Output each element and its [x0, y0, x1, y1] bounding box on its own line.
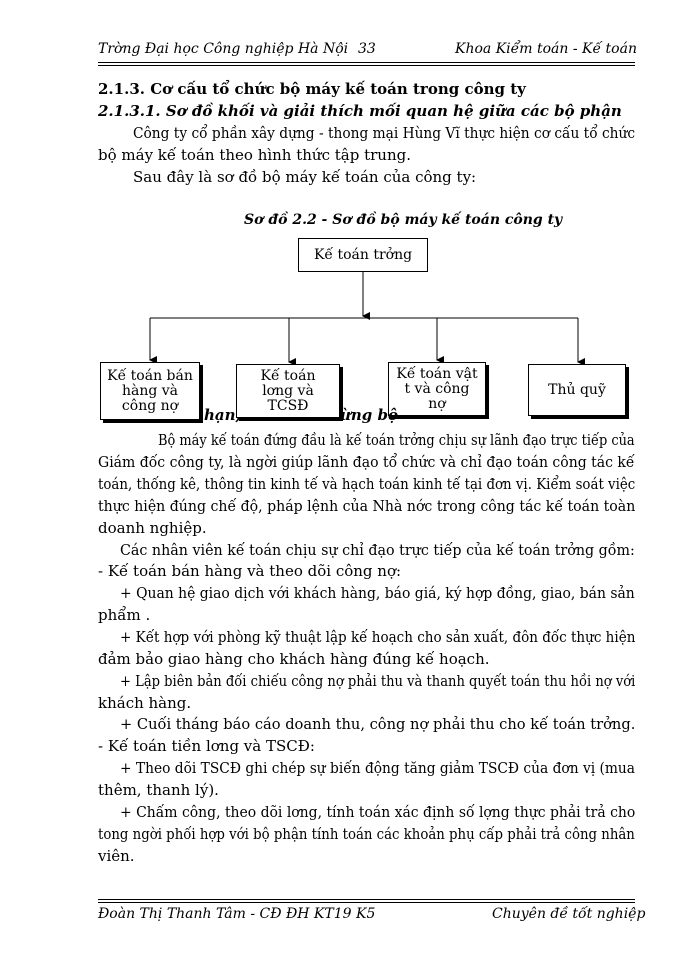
- cashier-label: Thủ quỹ: [548, 381, 606, 398]
- box-line: Kế toán: [260, 367, 316, 384]
- body-line: viên.: [98, 847, 135, 865]
- body-line: Bộ máy kế toán đứng đầu là kế toán trởng chịu sự lãnh đạo trực tiếp của: [158, 431, 635, 449]
- chief-accountant-box: [298, 238, 428, 272]
- body-line: - Kế toán tiền lơng và TSCĐ:: [98, 737, 315, 755]
- text-fragment: ừng bộ: [340, 406, 399, 424]
- body-line: thêm, thanh lý).: [98, 781, 219, 799]
- text-fragment: hạn,: [204, 406, 241, 424]
- footer-author: Đoàn Thị Thanh Tâm - CĐ ĐH KT19 K5: [98, 906, 376, 922]
- body-line: + Lập biên bản đối chiếu công nợ phải thu và thanh quyết toán thu hồi nợ với: [120, 672, 636, 690]
- body-line: Giám đốc công ty, là ngời giúp lãnh đạo tổ chức và chỉ đạo toán công tác kế: [98, 453, 635, 471]
- cashier-box: [528, 364, 626, 416]
- box-line: lơng và: [262, 382, 314, 399]
- footer-title: Chuyên đề tốt nghiệp: [492, 906, 646, 922]
- box-line: hàng và: [121, 382, 179, 399]
- payroll-accountant-box: [236, 364, 340, 418]
- header-school: Trờng Đại học Công nghiệp Hà Nội: [98, 41, 349, 57]
- diagram-caption: Sơ đồ 2.2 - Sơ đồ bộ máy kế toán công ty: [244, 212, 563, 228]
- body-line: toán, thống kê, thông tin kinh tế và hạch toán kinh tế tại đơn vị. Kiểm soát việc: [98, 475, 636, 493]
- box-line: t và công: [404, 380, 470, 397]
- section-heading: 2.1.3. Cơ cấu tổ chức bộ máy kế toán trong công ty: [98, 80, 526, 98]
- body-line: + Cuối tháng báo cáo doanh thu, công nợ phải thu cho kế toán trởng.: [120, 715, 636, 733]
- materials-accountant-box: [388, 362, 486, 416]
- body-line: phẩm .: [98, 606, 151, 624]
- box-line: nợ: [428, 395, 446, 412]
- box-line: công nợ: [121, 397, 179, 414]
- box-line: Kế toán vật: [396, 365, 478, 382]
- body-line: doanh nghiệp.: [98, 519, 207, 537]
- footer-rule: [98, 899, 635, 900]
- body-line: đảm bảo giao hàng cho khách hàng đúng kế hoạch.: [98, 650, 490, 668]
- box-line: TCSĐ: [267, 397, 309, 414]
- body-line: thực hiện đúng chế độ, pháp lệnh của Nhà nớc trong công tác kế toán toàn: [98, 497, 636, 515]
- intro-line: Sau đây là sơ đồ bộ máy kế toán của công ty:: [133, 168, 477, 186]
- body-line: + Kết hợp với phòng kỹ thuật lập kế hoạch cho sản xuất, đôn đốc thực hiện: [120, 628, 636, 646]
- sales-accountant-box: [100, 362, 200, 420]
- body-line: - Kế toán bán hàng và theo dõi công nợ:: [98, 562, 402, 580]
- body-line: + Theo dõi TSCĐ ghi chép sự biến động tăng giảm TSCĐ của đơn vị (mua: [120, 759, 636, 777]
- section-subheading: 2.1.3.1. Sơ đồ khối và giải thích mối quan hệ giữa các bộ phận: [98, 102, 622, 120]
- footer-rule-thin: [98, 902, 635, 903]
- body-line: + Quan hệ giao dịch với khách hàng, báo giá, ký hợp đồng, giao, bán sản: [120, 584, 635, 602]
- body-line: Các nhân viên kế toán chịu sự chỉ đạo trực tiếp của kế toán trởng gồm:: [120, 541, 635, 559]
- page-number: 33: [358, 41, 376, 57]
- box-line: Kế toán bán: [107, 367, 193, 384]
- body-line: tong ngời phối hợp với bộ phận tính toán các khoản phụ cấp phải trả công nhân: [98, 825, 635, 843]
- body-line: khách hàng.: [98, 694, 192, 712]
- chief-accountant-label: Kế toán trởng: [313, 246, 413, 263]
- intro-line: bộ máy kế toán theo hình thức tập trung.: [98, 146, 411, 164]
- header-faculty: Khoa Kiểm toán - Kế toán: [455, 41, 637, 57]
- body-line: + Chấm công, theo dõi lơng, tính toán xác định số lợng thực phải trả cho: [120, 803, 636, 821]
- intro-line: Công ty cổ phần xây dựng - thong mại Hùng Vĩ thực hiện cơ cấu tổ chức: [133, 124, 636, 142]
